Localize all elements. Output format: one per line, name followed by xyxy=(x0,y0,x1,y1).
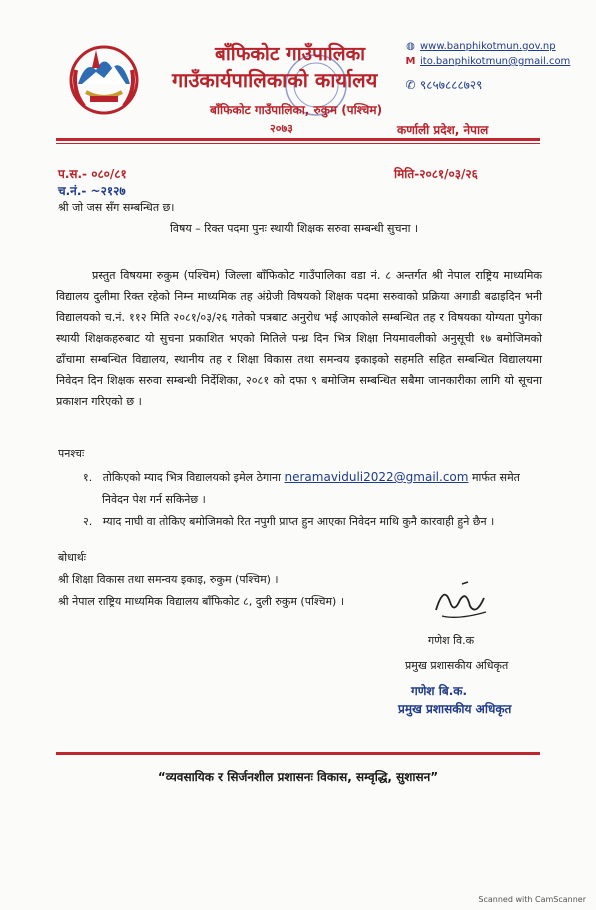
note-2-number: २. xyxy=(83,515,93,528)
note-1-number: १. xyxy=(83,471,93,484)
website-link[interactable]: www.banphikotmun.gov.np xyxy=(420,41,556,52)
school-email-link[interactable]: neramaviduli2022@gmail.com xyxy=(284,470,469,484)
cc-heading: बोधार्थः xyxy=(58,551,86,564)
note-item-1 xyxy=(83,470,520,485)
phone-row xyxy=(404,76,482,93)
stamp-title: प्रमुख प्रशासकीय अधिकृत xyxy=(398,702,512,716)
subject-line: विषय – रिक्त पदमा पुनः स्थायी शिक्षक सरुवा सम्बन्धी सुचना । xyxy=(170,222,419,235)
globe-icon: ◍ xyxy=(406,41,415,52)
note-2-text: म्याद नाघी वा तोकिए बमोजिमको रित नपुगी प्राप्त हुन आएका निवेदन माथि कुनै कारवाही हुने छैन । xyxy=(102,515,495,528)
addressee: श्री जो जस सँग सम्बन्धित छ। xyxy=(58,201,175,214)
notes-heading: पनश्चः xyxy=(58,447,85,460)
phone-number: ९८५७८८८७२९ xyxy=(420,78,483,92)
phone-icon: ✆ xyxy=(405,78,416,92)
handwritten-signature xyxy=(428,580,494,626)
signatory-name: गणेश वि.क xyxy=(428,634,475,647)
email-link[interactable]: ito.banphikotmun@gmail.com xyxy=(420,56,571,67)
website-row xyxy=(404,41,556,52)
province: कर्णाली प्रदेश, नेपाल xyxy=(397,123,489,137)
signatory-title: प्रमुख प्रशासकीय अधिकृत xyxy=(405,659,509,672)
office-name: गाउँकार्यपालिकाको कार्यालय xyxy=(172,68,378,92)
email-row xyxy=(404,56,570,67)
footer-divider xyxy=(56,752,540,755)
letter-date: मिति-२०८१/०३/२६ xyxy=(394,167,478,181)
note-1-line2: निवेदन पेश गर्न सकिनेछ । xyxy=(102,493,206,506)
footer-slogan: “व्यवसायिक र सिर्जनशील प्रशासनः विकास, सम्वृद्धि, सुशासन” xyxy=(157,770,439,784)
office-address: बाँफिकोट गाउँपालिका, रुकुम (पश्चिम) xyxy=(210,103,383,117)
municipality-name: बाँफिकोट गाउँपालिका xyxy=(215,43,366,65)
cc-line-2: श्री नेपाल राष्ट्रिय माध्यमिक विद्यालय बाँफिकोट ८, दुली रुकुम (पश्चिम) । xyxy=(58,595,345,608)
stamp-name: गणेश बि.क. xyxy=(411,684,468,698)
note-1-text: तोकिएको म्याद भित्र विद्यालयको इमेल ठेगाना xyxy=(102,471,281,484)
note-1-suffix: मार्फत समेत xyxy=(471,471,520,484)
note-item-2 xyxy=(83,514,494,529)
letter-reference: प.स.- ०८०/८१ xyxy=(58,167,127,181)
header-divider xyxy=(56,138,540,141)
body-paragraph: प्रस्तुत विषयमा रुकुम (पश्चिम) जिल्ला बाँफिकोट गाउँपालिका वडा नं. ८ अन्तर्गत श्री नेपाल राष्ट्रिय माध्यमिक विद्यालय दुलीमा रिक्त रहेको निम्न माध्यमिक तह अंग्रेजी विषयको शिक्षक पदमा सरुवाको प्रक्रिया अगाडी बढाइदिन भनी विद्यालयको च.नं. ११२ मिति २०८१/०३/२६ गतेको पत्रबाट अनुरोध भई आएकोले सम्बन्धित तह र विषयका योग्यता पुगेका स्थायी शिक्षकहरुबाट यो सुचना प्रकाशित भएको मितिले पन्ध्र दिन भित्र शिक्षा नियमावलीको अनुसूची १७ बमोजिमको ढाँचामा सम्बन्धित विद्यालय, स्थानीय तह र शिक्षा विकास तथा समन्वय इकाइको सहमति सहित सम्बन्धित विद्यालयमा निवेदन दिन शिक्षक सरुवा सम्बन्धी निर्देशिका, २०८१ को दफा ९ बमोजिम सम्बन्धित सबैमा जानकारीका लागि यो सूचना प्रकाशन गरिएको छ । xyxy=(56,269,542,408)
established-year: २०७३ xyxy=(270,122,293,135)
notice-body xyxy=(56,265,542,412)
header-divider-thin xyxy=(56,143,540,144)
mail-icon: M xyxy=(405,56,416,67)
cc-line-1: श्री शिक्षा विकास तथा समन्वय इकाइ, रुकुम (पश्चिम) । xyxy=(58,573,279,586)
nepal-emblem-icon xyxy=(66,40,142,118)
scan-watermark: Scanned with CamScanner xyxy=(478,895,586,904)
dispatch-number: च.नं.- ~२१२७ xyxy=(58,184,126,198)
